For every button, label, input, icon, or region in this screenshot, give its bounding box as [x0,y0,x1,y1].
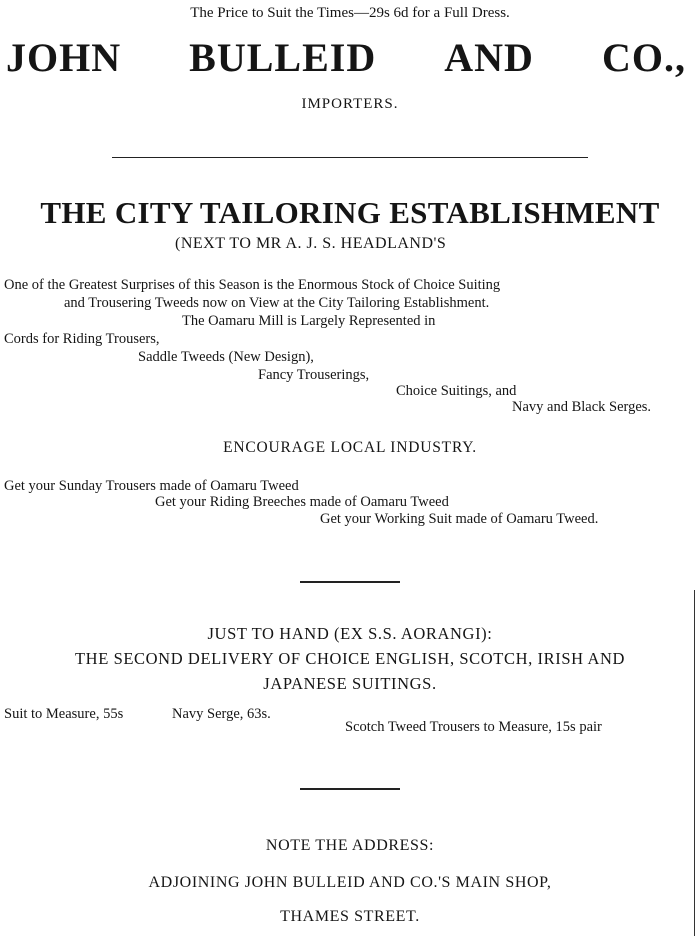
firm-name-word-3: AND [444,35,534,80]
price-item: Navy Serge, 63s. [172,706,271,722]
section-divider [112,157,588,158]
industry-line: Get your Sunday Trousers made of Oamaru Tweed [4,478,299,494]
intro-line-2: and Trousering Tweeds now on View at the City Tailoring Establishment. [64,295,490,311]
arrival-line: THE SECOND DELIVERY OF CHOICE ENGLISH, SCOTCH, IRISH AND [75,649,625,668]
industry-line: Get your Working Suit made of Oamaru Tweed. [320,511,599,527]
fabric-item: Choice Suitings, and [396,383,517,399]
address-line: ADJOINING JOHN BULLEID AND CO.'S MAIN SHOP, [148,874,552,891]
intro-line-1: One of the Greatest Surprises of this Season is the Enormous Stock of Choice Suiting [4,277,501,293]
section-divider [300,581,400,583]
arrival-heading: JUST TO HAND (EX S.S. AORANGI): [207,624,493,643]
fabric-item: Saddle Tweeds (New Design), [138,349,314,365]
fabric-item: Fancy Trouserings, [258,367,370,383]
price-tagline: The Price to Suit the Times—29s 6d for a Full Dress. [190,5,510,21]
page-edge-line [694,590,695,936]
establishment-title: THE CITY TAILORING ESTABLISHMENT [40,195,660,230]
firm-name [6,35,686,80]
firm-name-word-1: JOHN [6,35,122,80]
street-line: THAMES STREET. [280,908,420,925]
industry-heading: ENCOURAGE LOCAL INDUSTRY. [223,439,477,456]
price-item: Scotch Tweed Trousers to Measure, 15s pair [345,719,602,735]
firm-name-word-4: CO., [602,35,686,80]
industry-line: Get your Riding Breeches made of Oamaru Tweed [155,494,449,510]
fabric-item: Navy and Black Serges. [512,399,652,415]
section-divider [300,788,400,790]
address-heading: NOTE THE ADDRESS: [265,837,435,854]
arrival-line: JAPANESE SUITINGS. [263,674,437,693]
intro-line-3: The Oamaru Mill is Largely Represented in [182,313,436,329]
price-item: Suit to Measure, 55s [4,706,124,722]
fabric-item: Cords for Riding Trousers, [4,331,160,347]
firm-name-word-2: BULLEID [189,35,377,80]
establishment-location: (NEXT TO MR A. J. S. HEADLAND'S [175,235,447,252]
importers-label: IMPORTERS. [301,96,399,112]
